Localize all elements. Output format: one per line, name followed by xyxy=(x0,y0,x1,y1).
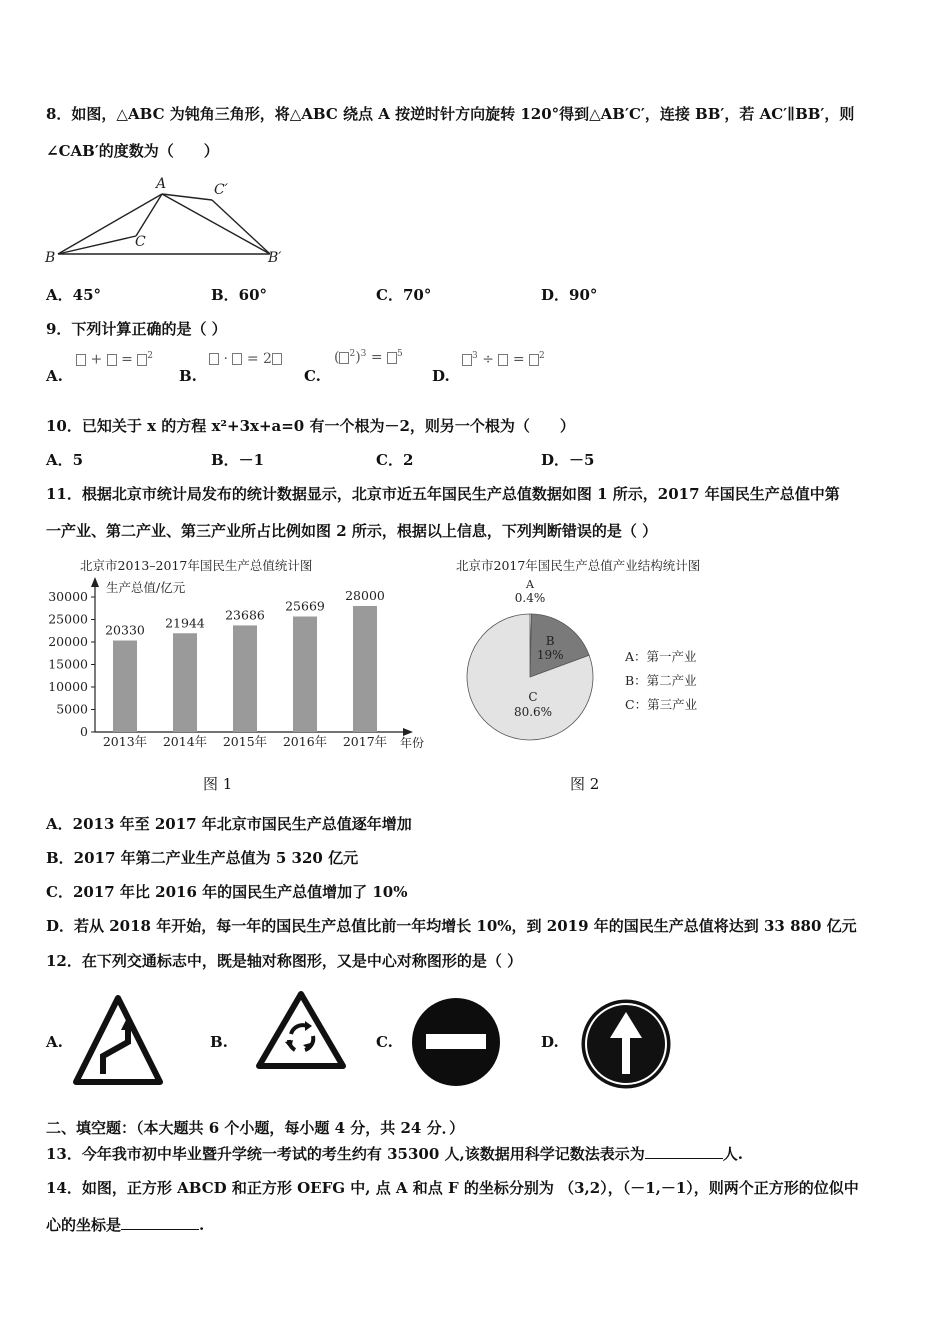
q10-option-b[interactable]: B．－1 xyxy=(211,451,265,469)
pie-legend-item: B：第二产业 xyxy=(625,673,697,688)
q8-triangle-figure xyxy=(40,172,300,267)
label-A: A xyxy=(156,176,167,192)
label-C-prime: C′ xyxy=(214,182,228,198)
pie-label-value: 0.4% xyxy=(514,591,546,605)
bar-value-label: 23686 xyxy=(225,607,265,623)
bar-2016年 xyxy=(293,616,317,732)
x-tick-label: 2016年 xyxy=(282,734,328,749)
sign-roundabout-icon xyxy=(255,990,347,1072)
bar-2017年 xyxy=(353,606,377,732)
x-axis-arrow xyxy=(403,728,413,736)
bar-2013年 xyxy=(113,641,137,732)
sign-no-entry-icon xyxy=(410,996,502,1088)
bar-2015年 xyxy=(233,625,257,732)
q11-stem-line1: 11．根据北京市统计局发布的统计数据显示，北京市近五年国民生产总值数据如图 1 所示，2017 年国民生产总值中第 xyxy=(46,485,840,503)
q12-option-d[interactable]: D. xyxy=(541,1033,559,1051)
sign-double-bend-icon xyxy=(73,994,163,1086)
pie-legend-item: A：第一产业 xyxy=(625,649,697,664)
label-C: C xyxy=(135,234,146,250)
q8-option-c[interactable]: C．70° xyxy=(376,286,432,304)
y-tick-label: 0 xyxy=(80,724,88,739)
q8-stem-line2: ∠CAB′的度数为（ ） xyxy=(46,142,219,160)
bar-chart-ylabel: 生产总值/亿元 xyxy=(106,580,186,595)
fig1-caption: 图 1 xyxy=(203,775,233,793)
pie-label-value: 80.6% xyxy=(513,705,553,719)
bar-value-label: 25669 xyxy=(285,598,325,614)
bar-2014年 xyxy=(173,633,197,732)
pie-chart-title: 北京市2017年国民生产总值产业结构统计图 xyxy=(456,558,701,573)
pie-label-value: 19% xyxy=(536,647,564,662)
y-axis-arrow xyxy=(91,577,99,587)
q9-formula-d: $^3$ ÷ = $^2$ xyxy=(462,351,545,368)
bar-value-label: 20330 xyxy=(105,622,145,638)
q11-option-d[interactable]: D．若从 2018 年开始，每一年的国民生产总值比前一年均增长 10%，到 2019 年的国民生产总值将达到 33 880 亿元 xyxy=(46,917,857,935)
q11-option-c[interactable]: C．2017 年比 2016 年的国民生产总值增加了 10% xyxy=(46,883,408,901)
q12-option-a[interactable]: A. xyxy=(46,1033,63,1051)
sign-straight-ahead-icon xyxy=(580,998,672,1090)
y-tick-label: 15000 xyxy=(48,656,88,672)
q8-option-b[interactable]: B．60° xyxy=(211,286,268,304)
pie-label-name: C xyxy=(528,690,538,704)
q12-stem: 12．在下列交通标志中，既是轴对称图形，又是中心对称图形的是（ ） xyxy=(46,952,523,970)
x-tick-label: 2015年 xyxy=(222,734,268,749)
q10-option-c[interactable]: C．2 xyxy=(376,451,414,469)
q11-option-a[interactable]: A．2013 年至 2017 年北京市国民生产总值逐年增加 xyxy=(46,815,412,833)
q8-option-d[interactable]: D．90° xyxy=(541,286,598,304)
y-tick-label: 10000 xyxy=(48,679,88,694)
q10-option-d[interactable]: D．－5 xyxy=(541,451,595,469)
fig2-caption: 图 2 xyxy=(570,775,600,793)
x-tick-label: 2014年 xyxy=(162,734,208,749)
q14-stem-line1: 14．如图，正方形 ABCD 和正方形 OEFG 中, 点 A 和点 F 的坐标分别为 （3,2），（－1,－1），则两个正方形的位似中 xyxy=(46,1179,859,1197)
q9-option-d[interactable]: D. xyxy=(432,367,450,385)
bar-chart-title: 北京市2013–2017年国民生产总值统计图 xyxy=(80,558,313,573)
bar-value-label: 28000 xyxy=(345,588,385,603)
q11-stem-line2: 一产业、第二产业、第三产业所占比例如图 2 所示，根据以上信息，下列判断错误的是（ ） xyxy=(46,522,658,540)
q10-stem: 10．已知关于 x 的方程 x²+3x+a=0 有一个根为－2，则另一个根为（ ） xyxy=(46,417,575,435)
q9-option-a[interactable]: A. xyxy=(46,367,63,385)
q13-answer-blank[interactable] xyxy=(645,1144,723,1159)
x-tick-label: 2013年 xyxy=(102,734,148,749)
q9-option-c[interactable]: C. xyxy=(304,367,321,385)
q12-option-b[interactable]: B. xyxy=(210,1033,228,1051)
y-tick-label: 30000 xyxy=(48,589,88,604)
q13-stem: 13．今年我市初中毕业暨升学统一考试的考生约有 35300 人,该数据用科学记数法表示为 人. xyxy=(46,1145,743,1163)
y-tick-label: 5000 xyxy=(56,701,88,717)
gdp-bar-chart xyxy=(40,552,440,757)
q8-option-a[interactable]: A．45° xyxy=(46,286,102,304)
q9-formula-a: + = $^2$ xyxy=(76,351,153,368)
q10-option-a[interactable]: A．5 xyxy=(46,451,84,469)
q11-option-b[interactable]: B．2017 年第二产业生产总值为 5 320 亿元 xyxy=(46,849,359,867)
q9-option-b[interactable]: B. xyxy=(179,367,197,385)
x-tick-label: 2017年 xyxy=(342,734,388,749)
y-tick-label: 20000 xyxy=(48,634,88,649)
section2-heading: 二、填空题：（本大题共 6 个小题，每小题 4 分，共 24 分．） xyxy=(46,1119,465,1137)
pie-label-name: A xyxy=(526,578,534,591)
label-B-prime: B′ xyxy=(268,250,282,266)
q9-formula-c: ( $^2$)$^3$ = $^5$ xyxy=(334,349,403,366)
label-B: B xyxy=(45,250,56,266)
industry-pie-chart xyxy=(450,552,760,757)
q14-answer-blank[interactable] xyxy=(121,1215,199,1230)
q9-stem: 9．下列计算正确的是（ ） xyxy=(46,320,227,338)
pie-legend-item: C：第三产业 xyxy=(625,697,698,712)
q8-stem-line1: 8．如图，△ABC 为钝角三角形，将△ABC 绕点 A 按逆时针方向旋转 120°得到△AB′C′，连接 BB′，若 AC′∥BB′，则 xyxy=(46,105,855,123)
q14-stem-line2: 心的坐标是 . xyxy=(46,1216,205,1234)
bar-chart-xlabel: 年份 xyxy=(400,736,425,750)
q12-option-c[interactable]: C. xyxy=(376,1033,393,1051)
pie-label-name: B xyxy=(545,633,555,648)
q9-formula-b: · = 2 xyxy=(209,351,282,367)
bar-value-label: 21944 xyxy=(165,615,205,631)
y-tick-label: 25000 xyxy=(48,611,88,627)
